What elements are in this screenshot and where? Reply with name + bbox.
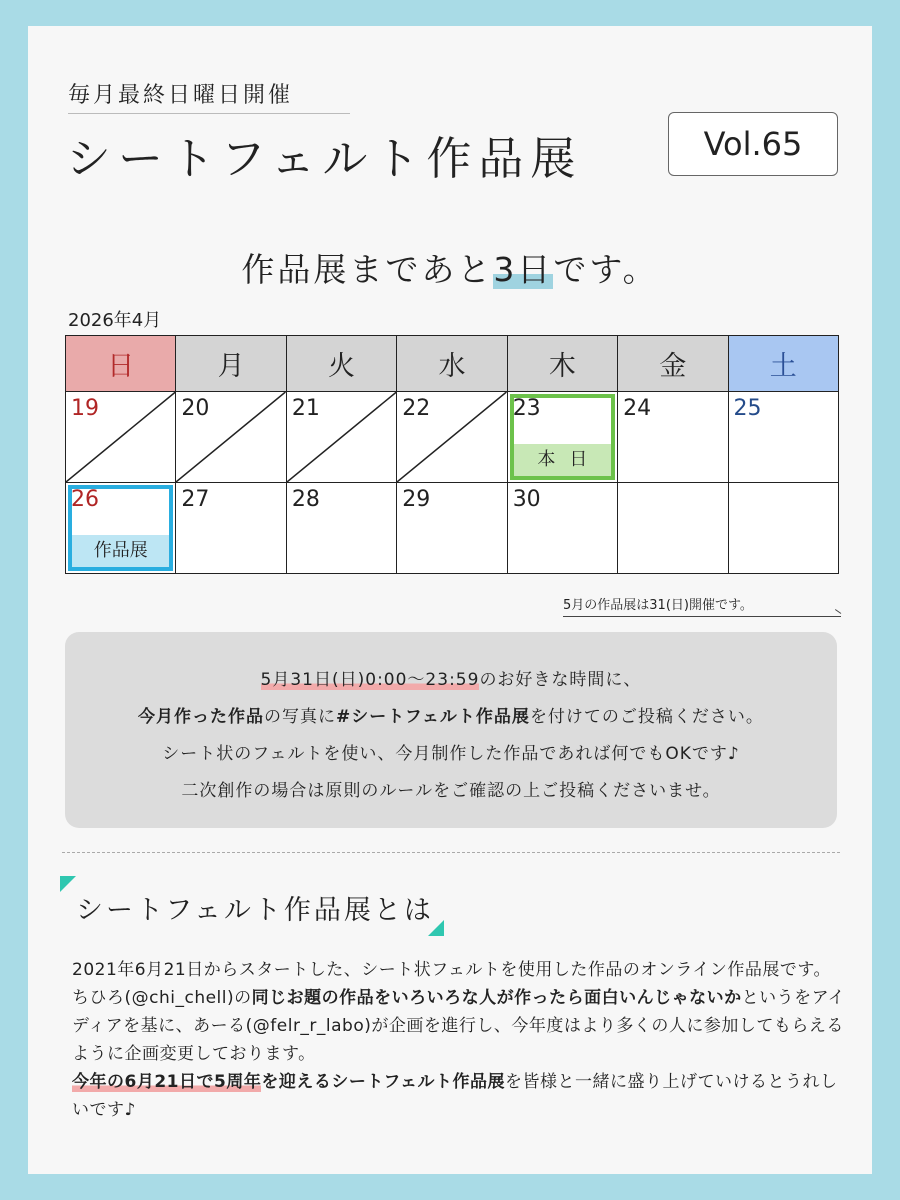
day-cell: 30 [507,483,617,574]
day-cell: 28 [286,483,396,574]
arrow-icon [563,616,841,617]
weekday-sun: 日 [66,336,176,392]
days-left: 3日 [493,250,554,289]
day-cell-past: 19 [66,392,176,483]
desc-paragraph: ちひろ(@chi_chell)の同じお題の作品をいろいろな人が作ったら面白いんじゃないかというをアイディアを基に、あーる(@felr_r_labo)が企画を進行し、今年度はより多くの人に参加してもらえるように企画変更しております。 [72,988,846,1064]
day-cell-expo: 作品展 26 [66,483,176,574]
poster-card [28,26,872,1174]
calendar [65,335,839,574]
weekday-thu: 木 [507,336,617,392]
volume-badge: Vol.65 [668,112,838,176]
countdown-heading: 作品展まであと3日です。 [241,250,659,289]
weekday-sat: 土 [728,336,838,392]
day-cell: 29 [397,483,507,574]
section-title: シートフェルト作品展とは [76,895,434,926]
day-cell-empty [618,483,728,574]
info-box [65,632,837,828]
today-label: 本日 [514,444,611,476]
calendar-month: 2026年4月 [68,310,162,331]
desc-paragraph: 今年の6月21日で5周年を迎えるシートフェルト作品展を皆様と一緒に盛り上げていけるとうれしいです♪ [72,1072,838,1120]
calendar-week [66,483,839,574]
day-cell-past: 21 [286,392,396,483]
day-cell: 24 [618,392,728,483]
day-cell: 27 [176,483,286,574]
info-line: 5月31日(日)0:00～23:59のお好きな時間に、 [260,670,642,690]
next-expo-note: 5月の作品展は31(日)開催です。 [563,594,841,617]
calendar-week [66,392,839,483]
day-cell-empty [728,483,838,574]
day-cell-past: 22 [397,392,507,483]
subtitle: 毎月最終日曜日開催 [68,78,350,114]
info-line: 二次創作の場合は原則のルールをご確認の上ご投稿くださいませ。 [181,781,721,801]
desc-paragraph: 2021年6月21日からスタートした、シート状フェルトを使用した作品のオンライン作品展です。 [72,960,831,980]
weekday-tue: 火 [286,336,396,392]
day-cell-past: 20 [176,392,286,483]
expo-label: 作品展 [72,535,169,567]
weekday-wed: 水 [397,336,507,392]
weekday-fri: 金 [618,336,728,392]
info-line: 今月作った作品の写真に#シートフェルト作品展を付けてのご投稿ください。 [138,707,764,727]
triangle-accent-icon [428,920,444,936]
day-cell: 25 [728,392,838,483]
day-cell-today: 本日 23 [507,392,617,483]
page-title: シートフェルト作品展 [66,132,583,185]
about-description [72,956,852,1124]
weekday-mon: 月 [176,336,286,392]
info-line: シート状のフェルトを使い、今月制作した作品であれば何でもOKです♪ [162,744,740,764]
weekday-header-row [66,336,839,392]
dashed-divider [62,852,840,853]
triangle-accent-icon [60,876,76,892]
